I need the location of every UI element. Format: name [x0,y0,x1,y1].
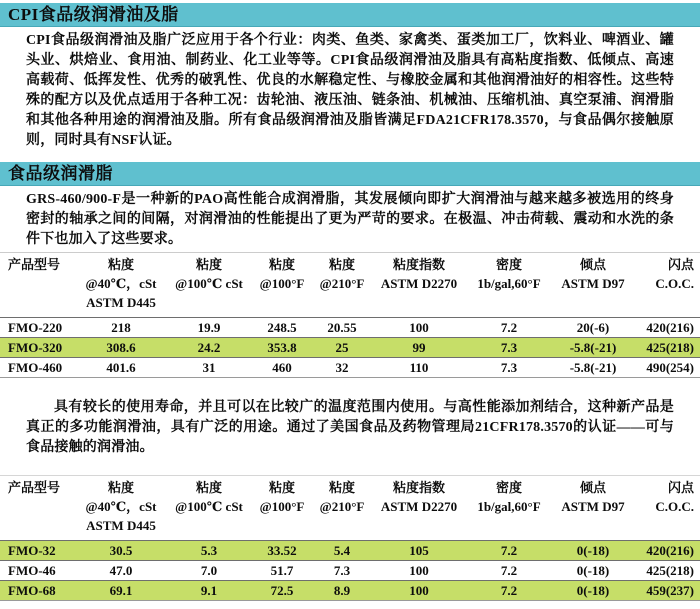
value-cell: -5.8(-21) [569,340,617,355]
column-header: 粘度指数 ASTM D2270 [380,480,458,514]
value-cell: 420(216) [646,543,694,558]
light-oils-table-header [0,476,700,541]
value-cell: 31 [202,360,216,375]
value-cell: 8.9 [333,583,351,598]
value-cell: 218 [111,320,131,335]
product-model-cell: FMO-320 [8,340,63,355]
value-cell: 24.2 [197,340,221,355]
section-header-grease: 食品级润滑脂 [0,162,700,186]
column-header-model: 产品型号 [8,257,61,272]
value-cell: 7.2 [500,543,518,558]
oils-table-header [0,253,700,318]
value-cell: 100 [409,583,429,598]
value-cell: 425(218) [646,563,694,578]
column-header: 密度 1b/gal,60°F [477,257,541,291]
value-cell: 0(-18) [576,563,610,578]
value-cell: 460 [272,360,292,375]
column-header-model: 产品型号 [8,480,61,495]
value-cell: 248.5 [267,320,297,335]
value-cell: 30.5 [109,543,133,558]
value-cell: 7.3 [500,340,518,355]
table-row [0,358,700,378]
column-header: 粘度 @40℃，cSt ASTM D445 [85,480,157,533]
column-header: 粘度 @100℃ cSt [175,257,243,291]
value-cell: 401.6 [106,360,136,375]
table-row [0,338,700,358]
value-cell: 20(-6) [576,320,610,335]
value-cell: 459(237) [646,583,694,598]
light-oils-table-body [0,541,700,601]
grease-paragraph: GRS-460/900-F是一种新的PAO高性能合成润滑脂，其发展倾向即扩大润滑油与越来越多被选用的终身密封的轴承之间的间隔，对润滑油的性能提出了更为严苛的要求。在极温、冲击荷载、震动和水洗的条件下也加入了这些要求。 [26,192,674,247]
value-cell: 105 [409,543,429,558]
value-cell: 7.0 [200,563,218,578]
value-cell: 19.9 [197,320,221,335]
header-row [0,476,700,541]
product-model-cell: FMO-220 [8,320,63,335]
intro-paragraph: CPI食品级润滑油及脂广泛应用于各个行业：肉类、鱼类、家禽类、蛋类加工厂，饮料业、啤酒业、罐头业、烘焙业、食用油、制药业、化工业等等。CPI食品级润滑油及脂具有高粘度指数、低倾点、高速高载荷、低挥发性、优秀的破乳性、优良的水解稳定性、与橡胶金属和其他润滑油好的相容性。这些特殊的配方以及优点适用于各种工况：齿轮油、液压油、链条油、机械油、压缩机油、真空泵浦、润滑脂和其他各种用途的润滑油及脂。所有食品级润滑油及脂皆满足FDA21CFR178.3570，与食品偶尔接触原则，同时具有NSF认证。 [26,33,674,148]
section-header-main: CPI食品级润滑油及脂 [0,3,700,27]
value-cell: 7.3 [500,360,518,375]
table-row [0,318,700,338]
column-header: 粘度指数 ASTM D2270 [380,257,458,291]
value-cell: 33.52 [267,543,297,558]
value-cell: 5.3 [200,543,218,558]
column-header: 密度 1b/gal,60°F [477,480,541,514]
column-header: 倾点 ASTM D97 [561,257,625,291]
column-header: 闪点 C.O.C. [655,480,694,514]
value-cell: 5.4 [333,543,351,558]
product-model-cell: FMO-460 [8,360,63,375]
header-row [0,253,700,318]
value-cell: 0(-18) [576,583,610,598]
value-cell: 69.1 [109,583,133,598]
value-cell: 47.0 [109,563,133,578]
value-cell: 7.2 [500,320,518,335]
value-cell: 100 [409,563,429,578]
column-header: 粘度 @100°F [259,480,305,514]
datasheet-page [0,3,700,609]
value-cell: 420(216) [646,320,694,335]
column-header: 粘度 @210°F [319,480,365,514]
value-cell: 32 [335,360,349,375]
column-header: 倾点 ASTM D97 [561,480,625,514]
value-cell: 51.7 [270,563,294,578]
table-row [0,541,700,561]
mid-paragraph: 具有较长的使用寿命，并且可以在比较广的温度范围内使用。与高性能添加剂结合，这种新产品是真正的多功能润滑油，具有广泛的用途。通过了美国食品及药物管理局21CFR178.3570的认证——可与食品接触的润滑油。 [26,400,674,455]
value-cell: 7.2 [500,583,518,598]
value-cell: -5.8(-21) [569,360,617,375]
column-header: 粘度 @100℃ cSt [175,480,243,514]
column-header: 粘度 @100°F [259,257,305,291]
value-cell: 308.6 [106,340,136,355]
value-cell: 110 [409,360,429,375]
column-header: 粘度 @210°F [319,257,365,291]
table-row [0,581,700,601]
value-cell: 0(-18) [576,543,610,558]
product-model-cell: FMO-46 [8,563,56,578]
value-cell: 100 [409,320,429,335]
value-cell: 20.55 [327,320,357,335]
value-cell: 99 [412,340,426,355]
value-cell: 353.8 [267,340,297,355]
product-model-cell: FMO-68 [8,583,56,598]
column-header: 粘度 @40℃，cSt ASTM D445 [85,257,157,310]
value-cell: 72.5 [270,583,294,598]
product-model-cell: FMO-32 [8,543,56,558]
value-cell: 9.1 [200,583,218,598]
light-oils-product-table [0,475,700,601]
value-cell: 7.2 [500,563,518,578]
table-row [0,561,700,581]
oils-table-body [0,318,700,378]
value-cell: 7.3 [333,563,351,578]
value-cell: 25 [335,340,349,355]
column-header: 闪点 C.O.C. [655,257,694,291]
oils-product-table [0,252,700,378]
value-cell: 425(218) [646,340,694,355]
value-cell: 490(254) [646,360,694,375]
